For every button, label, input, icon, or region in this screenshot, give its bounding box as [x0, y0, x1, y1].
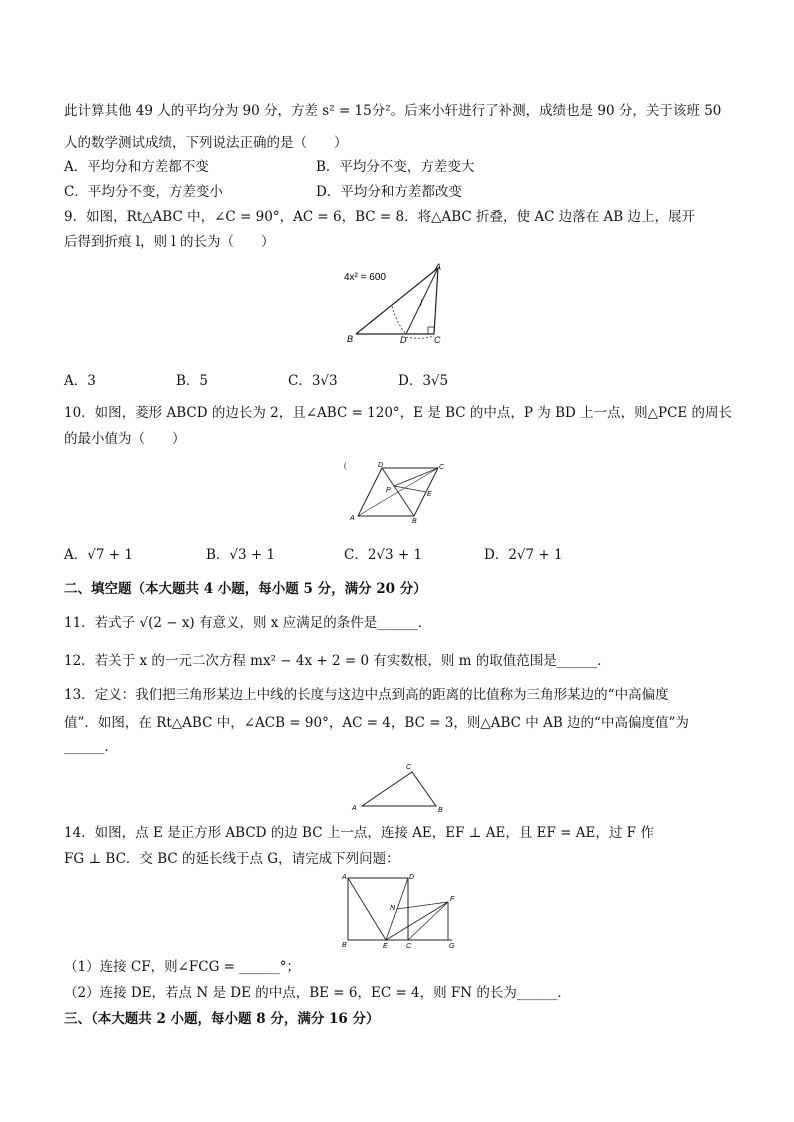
q9-label-b: B — [347, 334, 354, 344]
q14-label-d: D — [409, 874, 415, 881]
q14-line2: FG ⊥ BC．交 BC 的延长线于点 G，请完成下列问题： — [64, 851, 400, 867]
q9-option-c: C．3√3 — [288, 373, 338, 389]
q9-option-b: B．5 — [176, 373, 209, 389]
q9-line2: 后得到折痕 l，则 l 的长为（ ） — [64, 234, 275, 250]
q8-option-d: D．平均分和方差都改变 — [316, 184, 462, 200]
q8-option-b: B．平均分不变，方差变大 — [316, 159, 475, 175]
q10-label-d: D — [378, 462, 384, 469]
q8-line2: 人的数学测试成绩，下列说法正确的是（ ） — [64, 135, 348, 151]
q14-line1: 14．如图，点 E 是正方形 ABCD 的边 BC 上一点，连接 AE，EF ⊥ AE，且 EF = AE，过 F 作 — [64, 825, 654, 841]
q10-line2: 的最小值为（ ） — [64, 431, 186, 447]
q14-label-a: A — [342, 874, 347, 881]
q14-sub2: （2）连接 DE，若点 N 是 DE 的中点，BE = 6，EC = 4，则 FN 的长为______． — [64, 985, 571, 1001]
q8-option-a: A．平均分和方差都不变 — [64, 159, 209, 175]
q9-label-l: l — [420, 298, 422, 308]
q13-figure — [340, 760, 460, 816]
q13-label-a: A — [352, 805, 357, 812]
q9-option-a: A．3 — [64, 373, 96, 389]
q10-label-c: C — [439, 464, 445, 471]
q10-option-b: B．√3 + 1 — [206, 547, 276, 563]
section3-heading: 三、（本大题共 2 小题，每小题 8 分，满分 16 分） — [64, 1011, 380, 1027]
q13-line1: 13．定义：我们把三角形某边上中线的长度与这边中点到高的距离的比值称为三角形某边的“中高偏度 — [64, 687, 669, 703]
q9-label-a: A — [435, 262, 442, 272]
svg-text:(: ( — [344, 463, 347, 470]
q13-line3: ______． — [64, 739, 118, 755]
q9-option-d: D．3√5 — [398, 373, 449, 389]
q14-label-g: G — [449, 943, 455, 950]
q9-line1: 9．如图，Rt△ABC 中，∠C = 90°，AC = 6，BC = 8．将△ABC 折叠，使 AC 边落在 AB 边上，展开 — [64, 209, 695, 225]
q10-label-p: P — [386, 487, 391, 494]
q13-label-c: C — [406, 764, 412, 771]
section2-heading: 二、填空题（本大题共 4 小题，每小题 5 分，满分 20 分） — [64, 581, 427, 597]
q10-label-e: E — [427, 491, 432, 498]
q10-label-a: A — [350, 515, 355, 522]
q14-label-n: N — [390, 905, 396, 912]
q10-option-c: C．2√3 + 1 — [344, 547, 423, 563]
q10-line1: 10．如图，菱形 ABCD 的边长为 2，且∠ABC = 120°，E 是 BC 的中点，P 为 BD 上一点，则△PCE 的周长 — [64, 405, 733, 421]
q13-label-b: B — [438, 807, 443, 814]
q14-label-e: E — [383, 943, 388, 950]
q14-label-b: B — [342, 942, 347, 949]
q11-text: 11．若式子 √(2 − x) 有意义，则 x 应满足的条件是______． — [64, 615, 432, 631]
q10-option-d: D．2√7 + 1 — [484, 547, 563, 563]
q9-label-c: C — [434, 335, 441, 345]
q10-label-b: B — [412, 518, 417, 524]
q10-figure — [340, 460, 460, 524]
q10-option-a: A．√7 + 1 — [64, 547, 133, 563]
q14-figure — [336, 868, 466, 950]
q14-label-c: C — [406, 943, 412, 950]
q8-option-c: C．平均分不变，方差变小 — [64, 184, 223, 200]
q8-line1: 此计算其他 49 人的平均分为 90 分，方差 s² = 15分²。后来小轩进行了补测，成绩也是 90 分，关于该班 50 — [64, 103, 722, 119]
q14-sub1: （1）连接 CF，则∠FCG = ______°； — [64, 959, 301, 975]
q9-figure — [336, 262, 456, 346]
q12-text: 12．若关于 x 的一元二次方程 mx² − 4x + 2 = 0 有实数根，则 m 的取值范围是______． — [64, 653, 611, 669]
q9-label-d: D — [400, 335, 407, 345]
q13-line2: 值”．如图，在 Rt△ABC 中，∠ACB = 90°，AC = 4，BC = 3，则△ABC 中 AB 边的“中高偏度值”为 — [64, 715, 689, 731]
q9-figure-note: 4x² = 600 — [344, 272, 386, 283]
q14-label-f: F — [450, 896, 455, 903]
